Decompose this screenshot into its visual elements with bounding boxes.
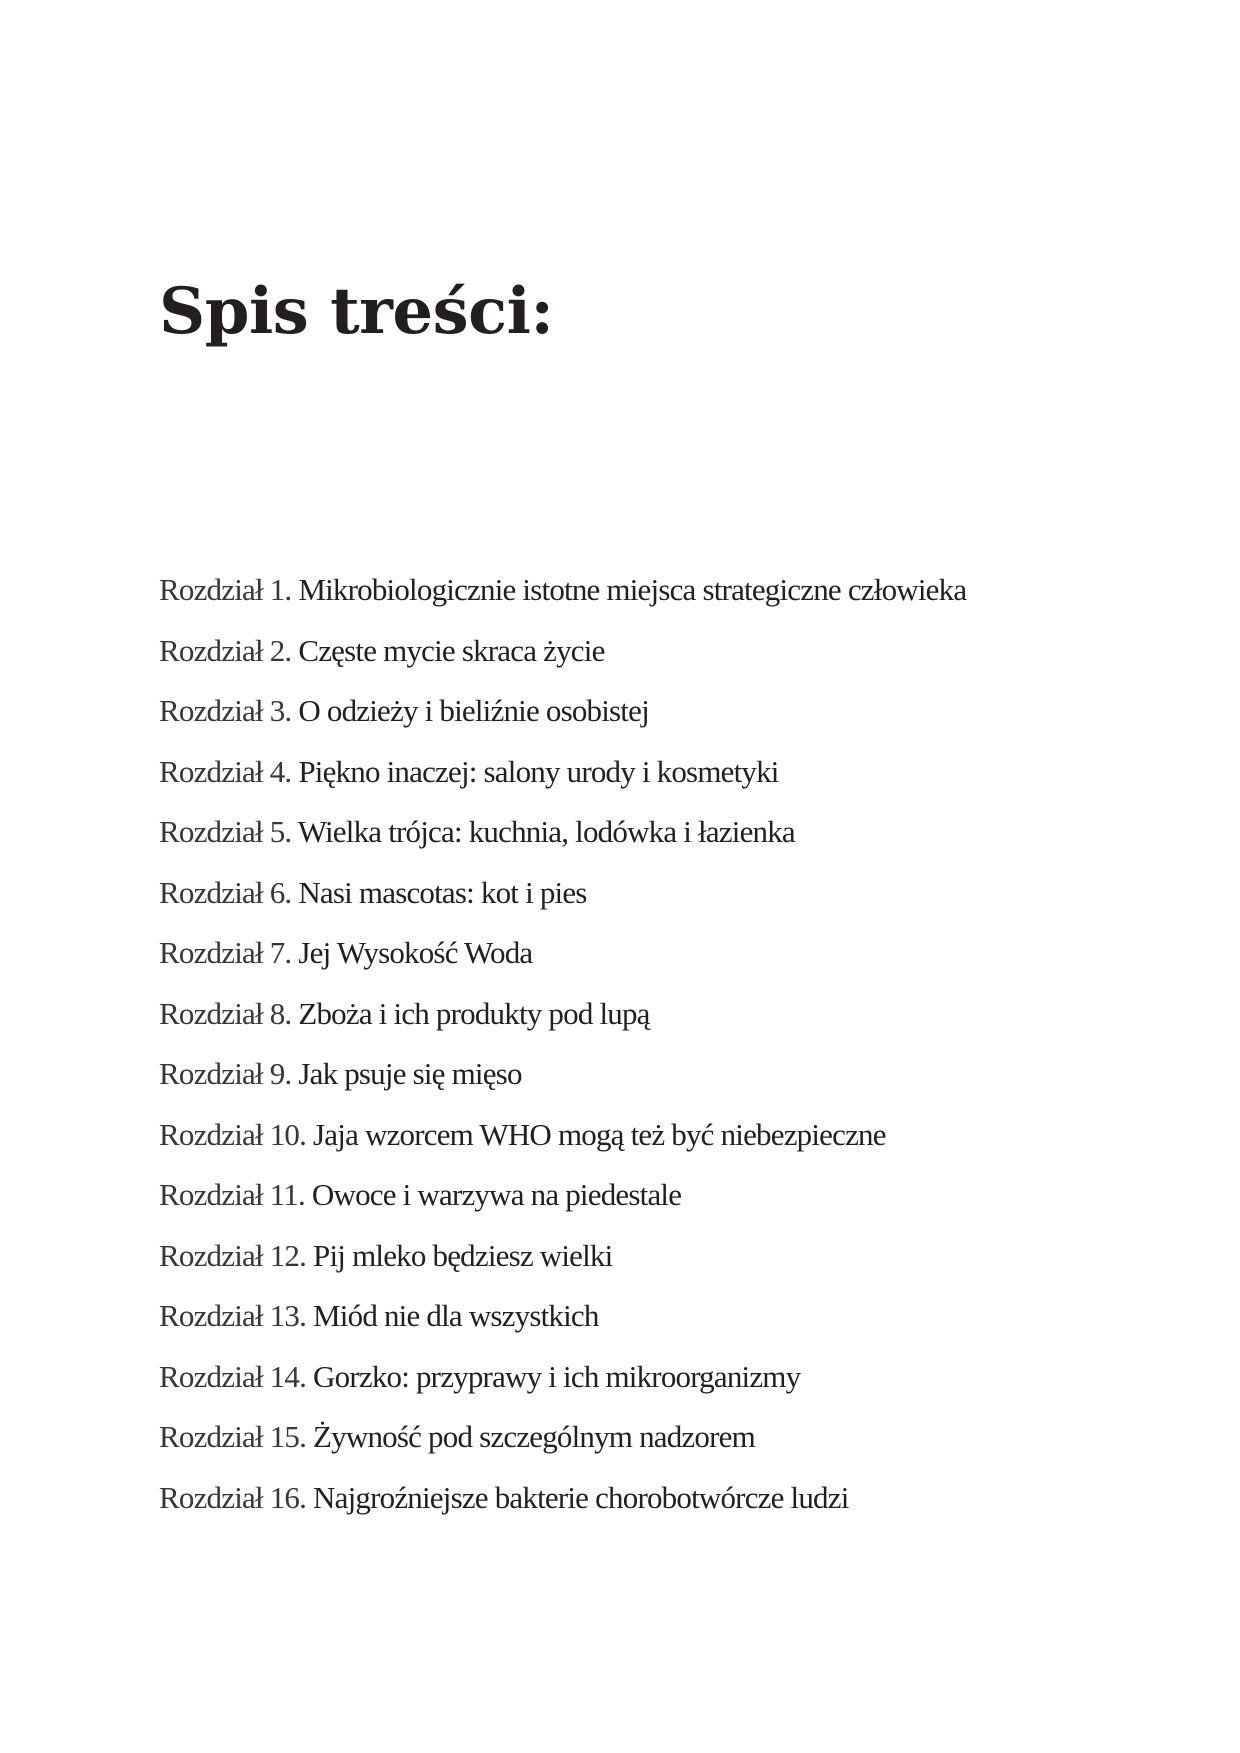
chapter-label: Rozdział 5.	[159, 814, 292, 849]
chapter-label: Rozdział 12.	[159, 1237, 307, 1273]
toc-entry	[159, 1347, 966, 1408]
toc-entry	[159, 923, 966, 984]
chapter-title: Owoce i warzywa na piedestale	[311, 1177, 682, 1212]
chapter-title: O odzieży i bieliźnie osobistej	[298, 693, 649, 728]
chapter-label: Rozdział 4.	[159, 753, 292, 789]
table-of-contents	[159, 560, 966, 1528]
chapter-label: Rozdział 16.	[159, 1479, 307, 1515]
chapter-title: Żywność pod szczególnym nadzorem	[313, 1419, 755, 1454]
chapter-title: Nasi mascotas: kot i pies	[298, 874, 587, 910]
toc-entry	[159, 1165, 966, 1226]
toc-entry	[159, 560, 966, 621]
chapter-title: Gorzko: przyprawy i ich mikroorganizmy	[313, 1358, 801, 1394]
toc-entry	[159, 1286, 966, 1347]
chapter-title: Częste mycie skraca życie	[298, 632, 605, 668]
toc-entry	[159, 621, 966, 682]
chapter-title: Jej Wysokość Woda	[298, 935, 533, 970]
chapter-label: Rozdział 10.	[159, 1116, 307, 1152]
toc-entry	[159, 1468, 966, 1529]
chapter-label: Rozdział 11.	[159, 1177, 305, 1212]
chapter-title: Miód nie dla wszystkich	[313, 1298, 599, 1333]
chapter-title: Najgroźniejsze bakterie chorobotwórcze ludzi	[313, 1479, 849, 1515]
chapter-label: Rozdział 7.	[159, 935, 292, 970]
chapter-label: Rozdział 2.	[159, 632, 292, 668]
toc-entry	[159, 742, 966, 803]
chapter-label: Rozdział 1.	[159, 572, 292, 607]
toc-entry	[159, 1226, 966, 1287]
chapter-label: Rozdział 3.	[159, 693, 292, 728]
chapter-title: Jaja wzorcem WHO mogą też być niebezpieczne	[313, 1116, 886, 1152]
chapter-label: Rozdział 14.	[159, 1358, 307, 1394]
toc-entry	[159, 1407, 966, 1468]
toc-entry	[159, 681, 966, 742]
toc-entry	[159, 984, 966, 1045]
toc-entry	[159, 802, 966, 863]
chapter-label: Rozdział 13.	[159, 1298, 307, 1333]
chapter-title: Wielka trójca: kuchnia, lodówka i łazienka	[297, 814, 795, 849]
page-title: Spis treści:	[159, 274, 554, 349]
chapter-title: Jak psuje się mięso	[298, 1056, 522, 1091]
chapter-label: Rozdział 6.	[159, 874, 292, 910]
toc-entry	[159, 1105, 966, 1166]
chapter-label: Rozdział 15.	[159, 1419, 307, 1454]
toc-entry	[159, 863, 966, 924]
chapter-title: Mikrobiologicznie istotne miejsca strategiczne człowieka	[298, 572, 967, 607]
chapter-title: Piękno inaczej: salony urody i kosmetyki	[298, 753, 779, 789]
chapter-label: Rozdział 9.	[159, 1056, 292, 1091]
chapter-title: Zboża i ich produkty pod lupą	[298, 995, 650, 1031]
toc-entry	[159, 1044, 966, 1105]
chapter-title: Pij mleko będziesz wielki	[313, 1237, 613, 1273]
chapter-label: Rozdział 8.	[159, 995, 292, 1031]
